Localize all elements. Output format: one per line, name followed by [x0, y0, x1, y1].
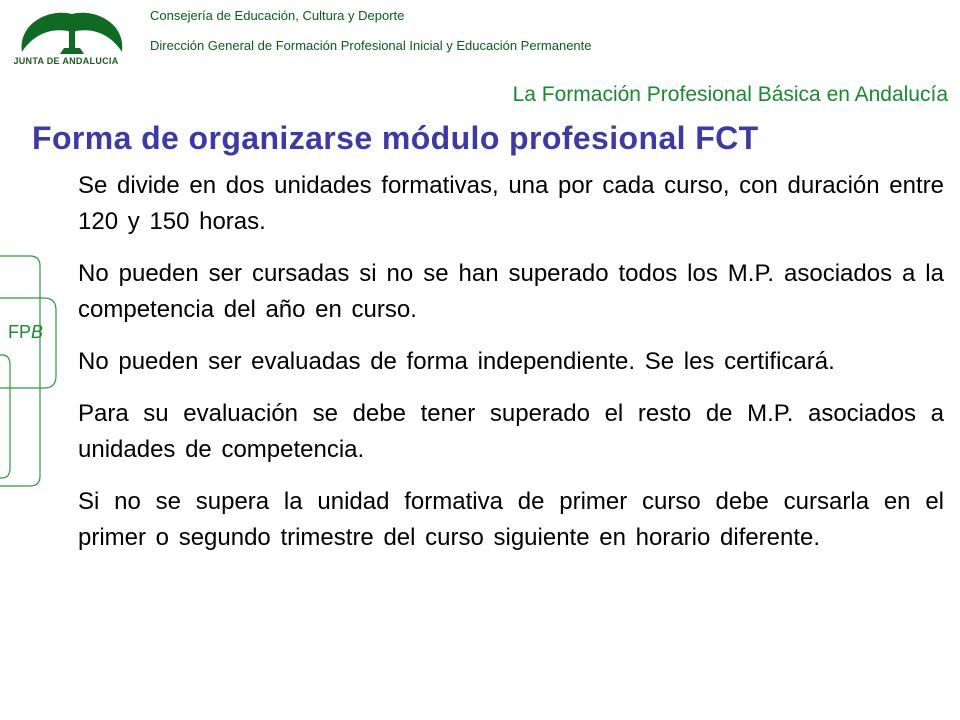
paragraph-requirements: Para su evaluación se debe tener superado el resto de M.P. asociados a unidades de competencia. — [78, 400, 944, 463]
fpb-label-italic: B — [31, 322, 44, 342]
paragraph-prerequisites: No pueden ser cursadas si no se han superado todos los M.P. asociados a la competencia del año en curso. — [78, 260, 944, 323]
fpb-label-plain: FP — [8, 322, 32, 342]
slide-body — [78, 168, 944, 572]
slide-title: Forma de organizarse módulo profesional FCT — [32, 120, 759, 156]
program-title: La Formación Profesional Básica en Andalucía — [512, 83, 948, 106]
paragraph-failure: Si no se supera la unidad formativa de primer curso debe cursarla en el primer o segundo trimestre del curso siguiente en horario diferente. — [78, 488, 944, 551]
paragraph-units: Se divide en dos unidades formativas, una por cada curso, con duración entre 120 y 150 horas. — [78, 172, 944, 235]
logo-text: JUNTA DE ANDALUCIA — [13, 56, 119, 66]
header-ministry: Consejería de Educación, Cultura y Deporte — [150, 8, 405, 23]
paragraph-evaluation: No pueden ser evaluadas de forma independiente. Se les certificará. — [78, 348, 835, 375]
decorative-outline-shapes — [0, 250, 70, 500]
header-directorate: Dirección General de Formación Profesional Inicial y Educación Permanente — [150, 38, 592, 53]
fpb-label — [8, 322, 43, 343]
